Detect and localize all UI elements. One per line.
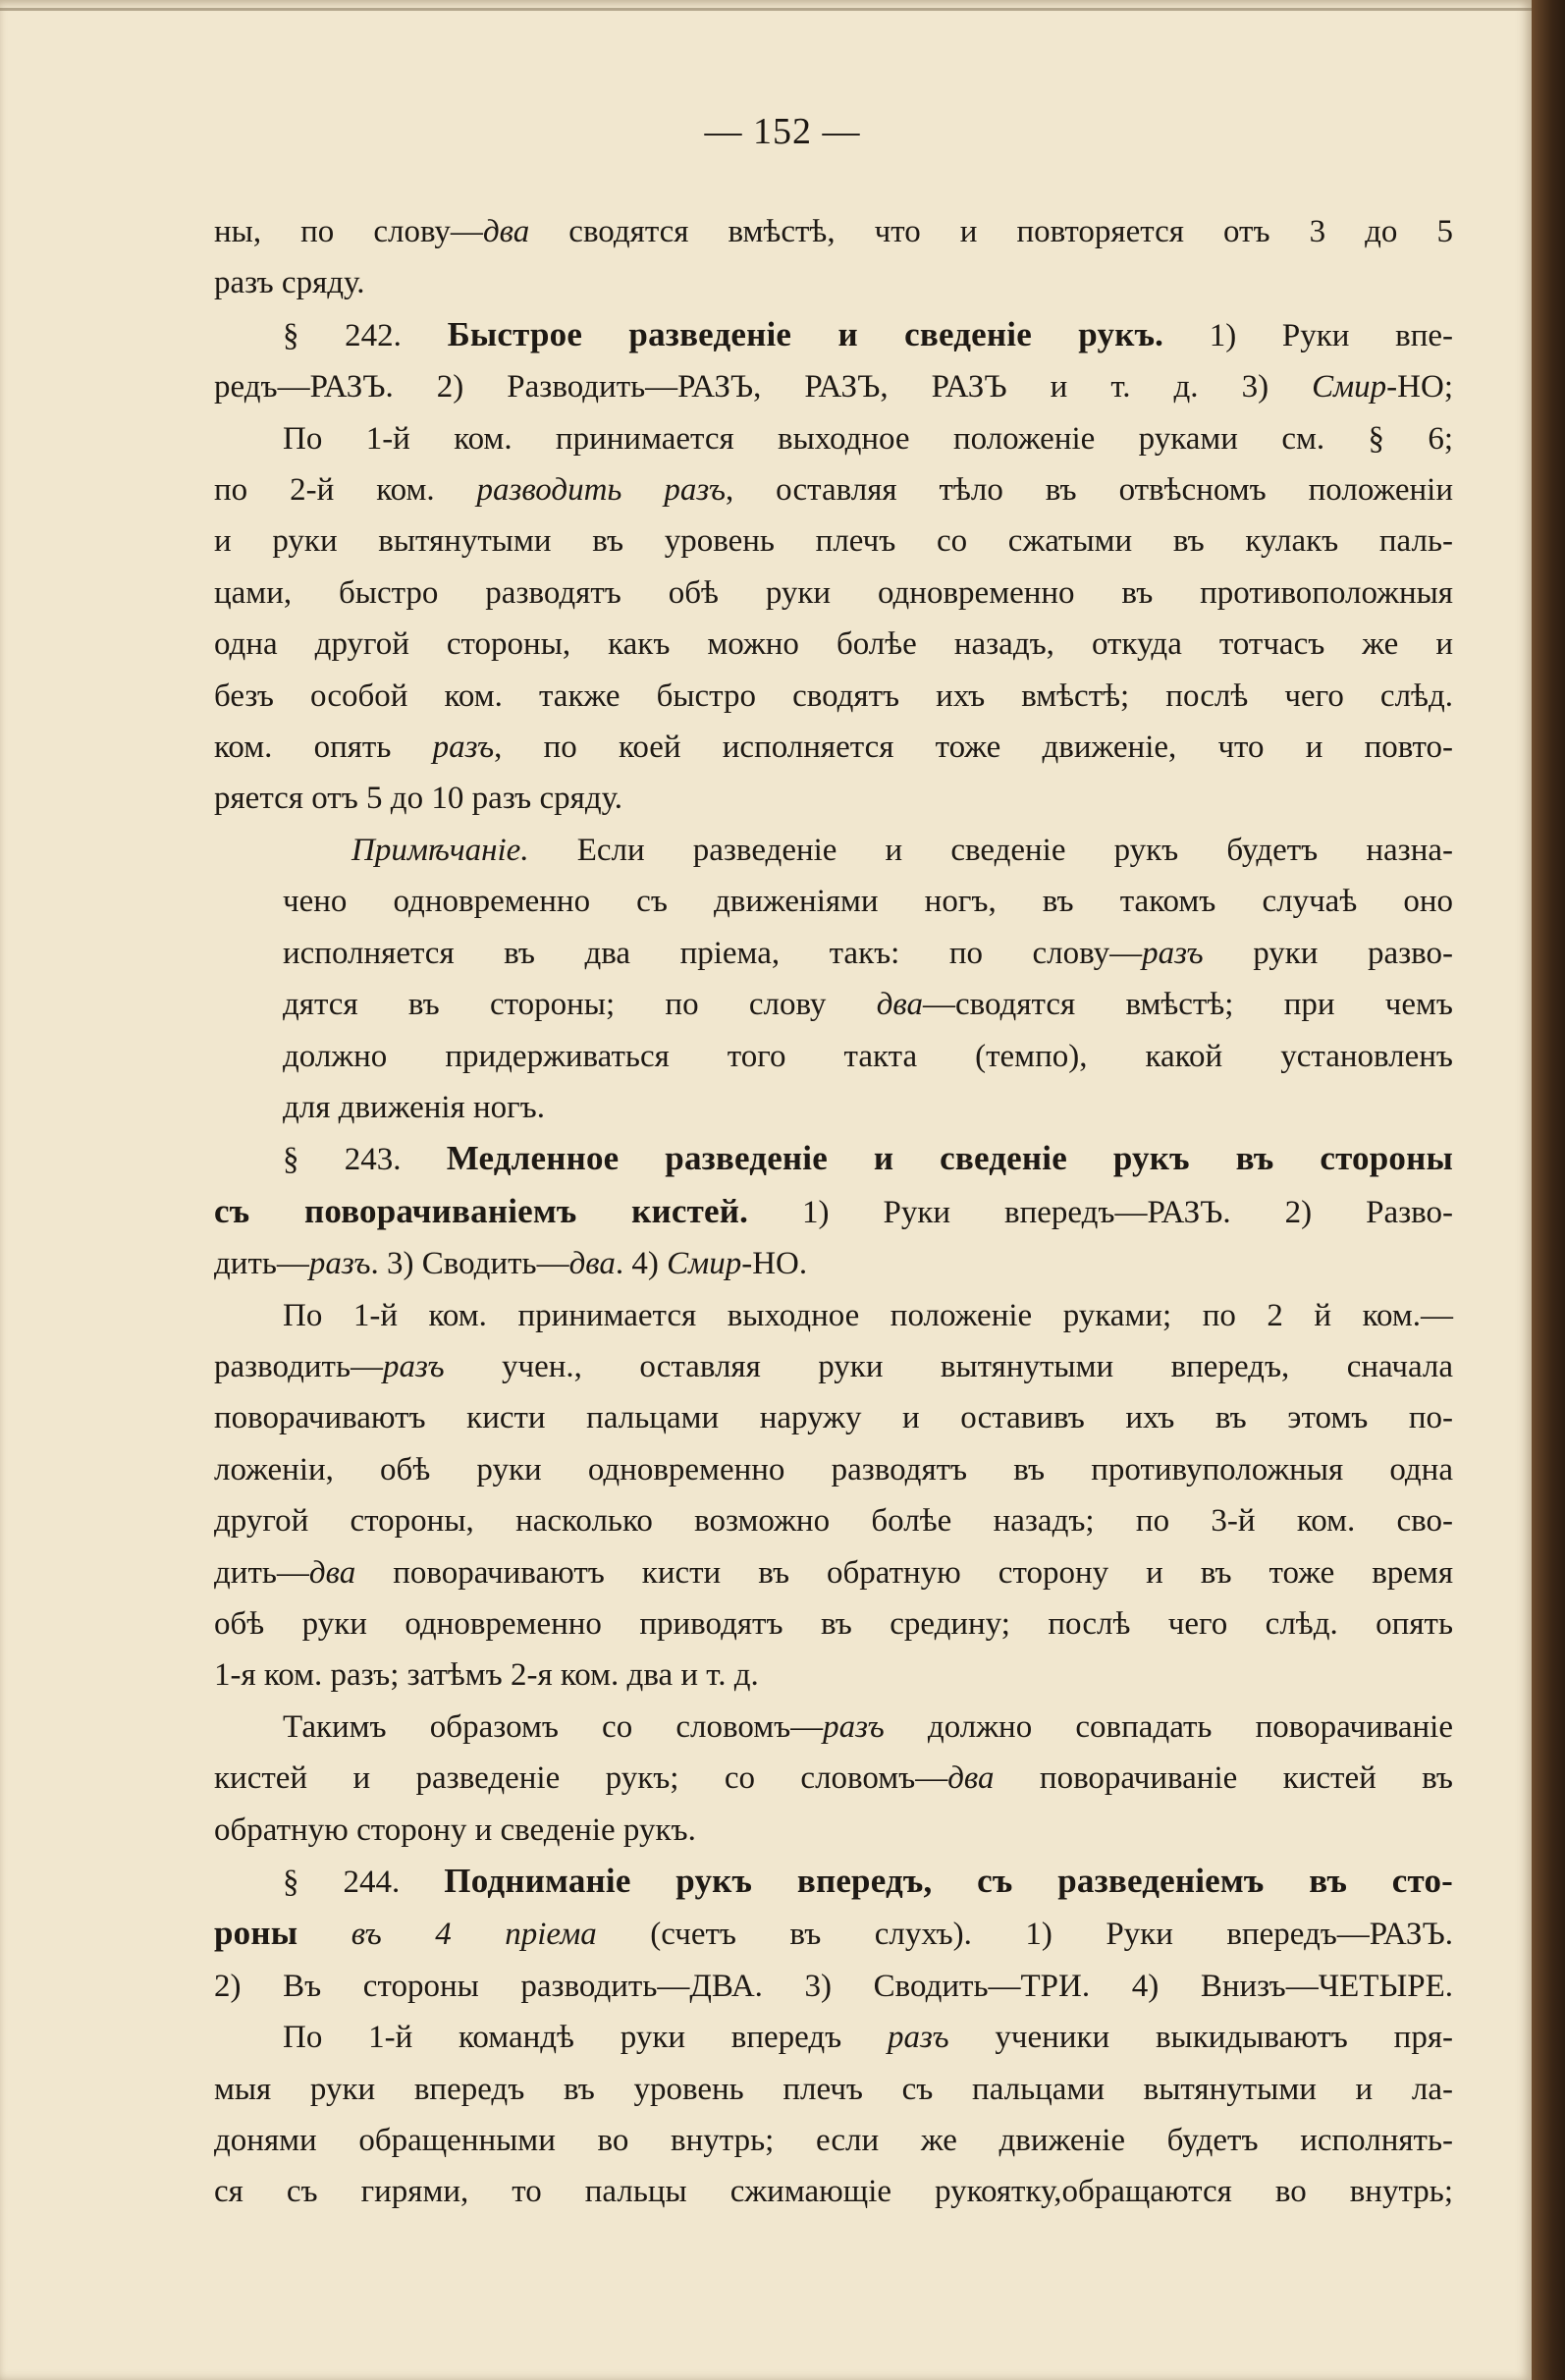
text-line: безъ особой ком. также быстро сводятъ ихъ вмѣстѣ; послѣ чего слѣд. (214, 677, 1453, 714)
text-line: По 1-й ком. принимается выходное положенiе руками; по 2 й ком.— (283, 1297, 1453, 1333)
text-line: § 243. Медленное разведенiе и сведенiе рукъ въ стороны (283, 1139, 1453, 1178)
text-line: съ поворачиванiемъ кистей. 1) Руки впередъ—РАЗЪ. 2) Разво- (214, 1191, 1453, 1230)
text-line: § 242. Быстрое разведенiе и сведенiе рукъ. 1) Руки впе- (283, 314, 1453, 353)
text-line: цами, быстро разводятъ обѣ руки одновременно въ противоположныя (214, 574, 1453, 611)
page-top-edge (0, 8, 1532, 11)
page-number: — 152 — (704, 111, 861, 152)
text-line: Такимъ образомъ со словомъ—разъ должно совпадать поворачиванiе (283, 1708, 1453, 1745)
text-line: разводить—разъ учен., оставляя руки вытянутыми впередъ, сначала (214, 1348, 1453, 1384)
text-line: обратную сторону и сведенiе рукъ. (214, 1812, 696, 1848)
text-line: роны въ 4 прiема (счетъ въ слухъ). 1) Руки впередъ—РАЗЪ. (214, 1914, 1454, 1953)
text-line: исполняется въ два прiема, такъ: по слову—разъ руки разво- (283, 935, 1453, 971)
text-line: для движенiя ногъ. (283, 1089, 545, 1125)
text-line: дить—два поворачиваютъ кисти въ обратную сторону и въ тоже время (214, 1554, 1453, 1591)
text-line: ложенiи, обѣ руки одновременно разводятъ въ противуположныя одна (214, 1451, 1453, 1488)
book-spine (1532, 0, 1565, 2380)
text-line: мыя руки впередъ въ уровень плечъ съ пальцами вытянутыми и ла- (214, 2071, 1453, 2107)
text-line: по 2-й ком. разводить разъ, оставляя тѣло въ отвѣсномъ положенiи (214, 472, 1454, 509)
text-line: чено одновременно съ движенiями ногъ, въ такомъ случаѣ оно (283, 884, 1453, 920)
text-line: поворачиваютъ кисти пальцами наружу и оставивъ ихъ въ этомъ по- (214, 1400, 1453, 1436)
text-line: одна другой стороны, какъ можно болѣе назадъ, откуда тотчасъ же и (214, 626, 1453, 663)
text-line: 1-я ком. разъ; затѣмъ 2-я ком. два и т. д. (214, 1657, 759, 1694)
text-line: дить—разъ. 3) Сводить—два. 4) Смир-НО. (214, 1246, 808, 1282)
text-line: кистей и разведенiе рукъ; со словомъ—два поворачиванiе кистей въ (214, 1760, 1453, 1797)
text-line: обѣ руки одновременно приводятъ въ средину; послѣ чего слѣд. опять (214, 1605, 1453, 1642)
text-line: ны, по слову—два сводятся вмѣстѣ, что и повторяется отъ 3 до 5 (214, 214, 1453, 249)
text-line: дятся въ стороны; по слову два—сводятся вмѣстѣ; при чемъ (283, 987, 1453, 1023)
text-line: ком. опять разъ, по коей исполняется тоже движенiе, что и повто- (214, 730, 1454, 766)
text-line: другой стороны, насколько возможно болѣе назадъ; по 3-й ком. сво- (214, 1503, 1453, 1540)
text-line: По 1-й командѣ руки впередъ разъ ученики выкидываютъ пря- (283, 2020, 1453, 2056)
text-line: разъ сряду. (214, 265, 365, 301)
text-line: 2) Въ стороны разводить—ДВА. 3) Сводить—ТРИ. 4) Внизъ—ЧЕТЫРЕ. (214, 1968, 1453, 2004)
text-line: должно придерживаться того такта (темпо), какой установленъ (283, 1038, 1453, 1074)
text-line: Примѣчанiе. Если разведенiе и сведенiе рукъ будетъ назна- (351, 832, 1453, 868)
text-line: ряется отъ 5 до 10 разъ сряду. (214, 781, 623, 817)
text-line: По 1-й ком. принимается выходное положенiе руками см. § 6; (283, 420, 1453, 457)
text-line: донями обращенными во внутрь; если же движенiе будетъ исполнять- (214, 2123, 1453, 2159)
text-line: и руки вытянутыми въ уровень плечъ со сжатыми въ кулакъ паль- (214, 523, 1453, 560)
text-line: редъ—РАЗЪ. 2) Разводить—РАЗЪ, РАЗЪ, РАЗЪ и т. д. 3) Смир-НО; (214, 369, 1453, 406)
text-line: § 244. Подниманiе рукъ впередъ, съ разведенiемъ въ сто- (283, 1862, 1454, 1900)
text-line: ся съ гирями, то пальцы сжимающiе рукоятку,обращаются во внутрь; (214, 2174, 1453, 2210)
body-text (214, 206, 1453, 2218)
